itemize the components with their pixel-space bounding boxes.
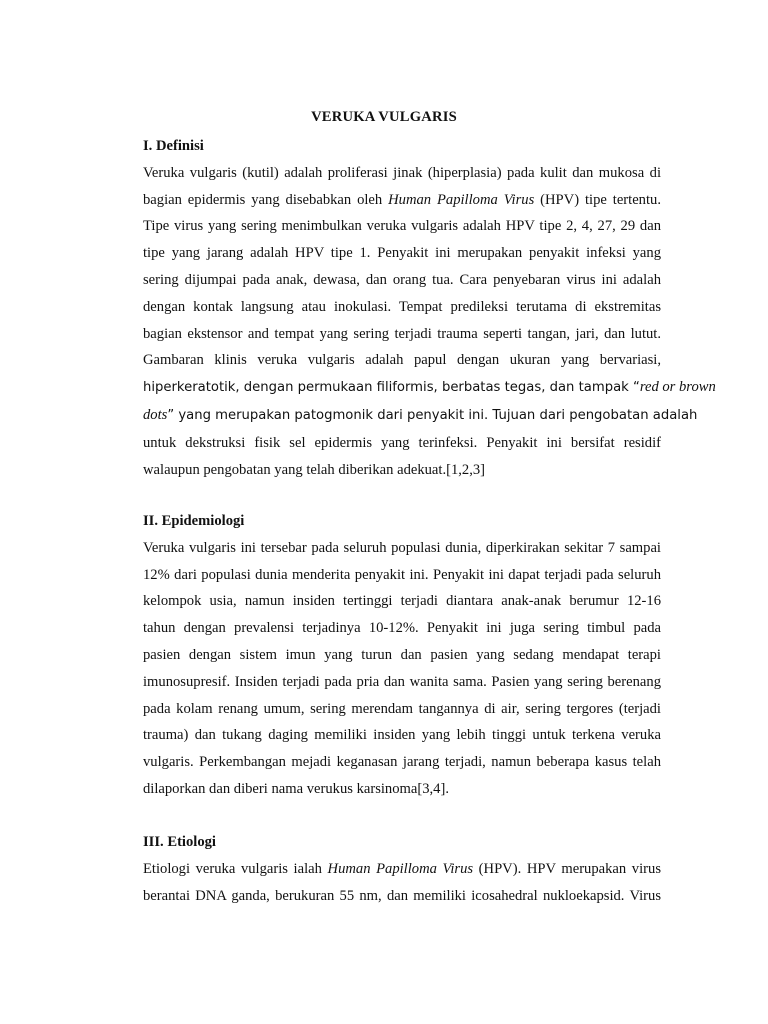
text-line: dots” yang merupakan patogmonik dari penyakit ini. Tujuan dari pengobatan adalah: [143, 406, 698, 423]
text-line: dilaporkan dan diberi nama verukus karsinoma[3,4].: [143, 780, 449, 797]
paragraph: [143, 535, 661, 803]
section-heading: III. Etiologi: [143, 834, 216, 850]
text-line: bagian ekstensor and tempat yang sering terjadi trauma seperti tangan, jari, dan lutut.: [143, 325, 661, 342]
text-line: walaupun pengobatan yang telah diberikan adekuat.[1,2,3]: [143, 461, 486, 478]
section-epidemiologi: [143, 508, 661, 803]
italic-term: Human Papilloma Virus: [327, 860, 474, 877]
text-line: dengan kontak langsung atau inokulasi. Tempat predileksi terutama di ekstremitas: [143, 298, 661, 315]
italic-term: red or brown: [639, 379, 716, 396]
document-title: VERUKA VULGARIS: [311, 109, 457, 125]
text-line: pada kolam renang umum, sering merendam tangannya di air, sering tergores (terjadi: [143, 700, 661, 717]
text-line: imunosupresif. Insiden terjadi pada pria dan wanita sama. Pasien yang sering berenang: [143, 673, 661, 690]
text-line: hiperkeratotik, dengan permukaan filiformis, berbatas tegas, dan tampak “red or brown: [143, 379, 716, 396]
text-line: Veruka vulgaris (kutil) adalah proliferasi jinak (hiperplasia) pada kulit dan mukosa di: [143, 164, 661, 181]
italic-term: dots: [143, 406, 168, 423]
section-heading: II. Epidemiologi: [143, 513, 245, 529]
text-line: sering dijumpai pada anak, dewasa, dan orang tua. Cara penyebaran virus ini adalah: [143, 271, 661, 288]
text-line: kelompok usia, namun insiden tertinggi terjadi diantara anak-anak berumur 12-16: [143, 593, 661, 610]
text-line: 12% dari populasi dunia menderita penyakit ini. Penyakit ini dapat terjadi pada seluruh: [143, 566, 661, 583]
section-definisi: [143, 133, 716, 483]
section-heading: I. Definisi: [143, 138, 204, 154]
text-line: Gambaran klinis veruka vulgaris adalah papul dengan ukuran yang bervariasi,: [143, 352, 661, 369]
section-etiologi: [143, 829, 661, 909]
text-line: Tipe virus yang sering menimbulkan veruka vulgaris adalah HPV tipe 2, 4, 27, 29 dan: [143, 218, 661, 235]
text-line: trauma) dan tukang daging memiliki insiden yang lebih tinggi untuk terkena veruka: [143, 727, 661, 744]
text-line: tipe yang jarang adalah HPV tipe 1. Penyakit ini merupakan penyakit infeksi yang: [143, 245, 661, 262]
text-line: Etiologi veruka vulgaris ialah Human Papilloma Virus (HPV). HPV merupakan virus: [143, 860, 661, 877]
text-line: pasien dengan sistem imun yang turun dan pasien yang sedang mendapat terapi: [143, 646, 661, 663]
text-line: vulgaris. Perkembangan mejadi keganasan jarang terjadi, namun beberapa kasus telah: [143, 754, 661, 771]
text-line: Veruka vulgaris ini tersebar pada seluruh populasi dunia, diperkirakan sekitar 7 sampai: [143, 539, 661, 556]
text-line: bagian epidermis yang disebabkan oleh Human Papilloma Virus (HPV) tipe tertentu.: [143, 191, 661, 208]
text-line: tahun dengan prevalensi terjadinya 10-12%. Penyakit ini juga sering timbul pada: [143, 620, 661, 637]
text-line: untuk dekstruksi fisik sel epidermis yang terinfeksi. Penyakit ini bersifat residif: [143, 434, 661, 451]
paragraph: [143, 160, 716, 484]
paragraph: [143, 856, 661, 910]
text-line: berantai DNA ganda, berukuran 55 nm, dan memiliki icosahedral nukloekapsid. Virus: [143, 887, 661, 904]
italic-term: Human Papilloma Virus: [388, 191, 535, 208]
